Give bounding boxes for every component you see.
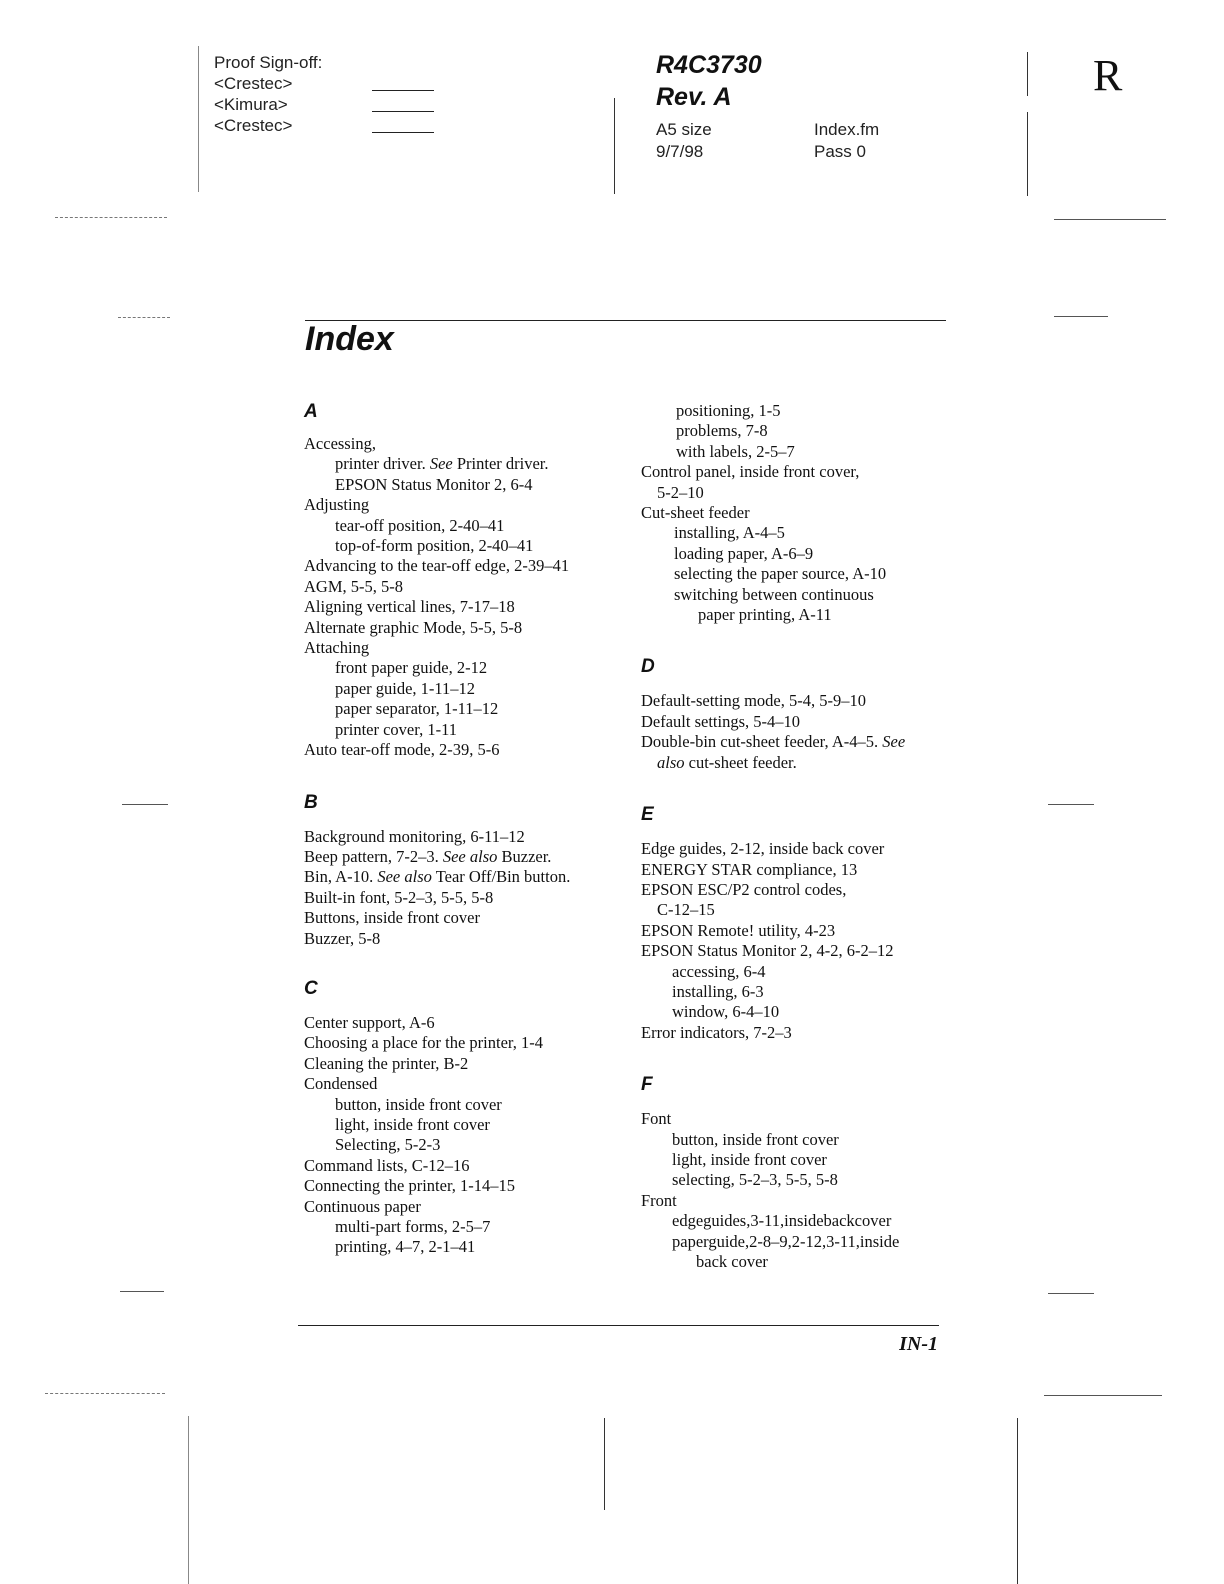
- index-entry: accessing, 6-4: [672, 961, 766, 981]
- index-entry: EPSON Status Monitor 2, 6-4: [335, 474, 533, 494]
- index-entry: Cleaning the printer, B-2: [304, 1053, 469, 1073]
- index-entry: Bin, A-10. See also Tear Off/Bin button.: [304, 867, 571, 887]
- index-entry: tear-off position, 2-40–41: [335, 515, 505, 535]
- index-entry: EPSON Status Monitor 2, 4-2, 6-2–12: [641, 941, 894, 961]
- index-entry: problems, 7-8: [676, 421, 768, 441]
- left-margin-line: [198, 46, 199, 192]
- index-entry: paper guide, 1-11–12: [335, 678, 476, 698]
- index-entry: Condensed: [304, 1074, 378, 1094]
- crop-mark: [120, 1291, 164, 1292]
- index-entry: Aligning vertical lines, 7-17–18: [304, 597, 515, 617]
- crop-mark: [1048, 804, 1094, 805]
- proof-signer: <Crestec>: [214, 116, 293, 135]
- document-pass: Pass 0: [814, 142, 866, 161]
- index-entry: printing, 4–7, 2-1–41: [335, 1237, 476, 1257]
- index-entry: Front: [641, 1190, 677, 1210]
- index-column-right: [641, 401, 961, 1272]
- index-entry: C-12–15: [657, 900, 715, 920]
- index-entry: Attaching: [304, 638, 370, 658]
- index-entry: paper separator, 1-11–12: [335, 699, 499, 719]
- signature-rule: [372, 132, 434, 133]
- index-entry: Accessing,: [304, 434, 376, 453]
- index-column-left: [304, 400, 624, 1258]
- index-entry: Connecting the printer, 1-14–15: [304, 1176, 516, 1196]
- section-letter-e: E: [641, 804, 654, 826]
- section-letter-c: C: [304, 977, 318, 999]
- index-entry: Auto tear-off mode, 2-39, 5-6: [304, 740, 500, 760]
- index-entry: installing, A-4–5: [674, 523, 785, 543]
- document-size: A5 size: [656, 120, 712, 139]
- crop-mark: [55, 217, 167, 218]
- crop-mark: [1044, 1395, 1162, 1396]
- document-code: R4C3730: [656, 51, 762, 79]
- crop-mark: [1054, 219, 1166, 220]
- bottom-margin-line: [188, 1416, 189, 1584]
- index-entry: ENERGY STAR compliance, 13: [641, 859, 858, 879]
- index-entry: Alternate graphic Mode, 5-5, 5-8: [304, 617, 523, 637]
- index-entry: Edge guides, 2-12, inside back cover: [641, 839, 885, 859]
- crop-mark: [45, 1393, 165, 1394]
- index-entry: Double-bin cut-sheet feeder, A-4–5. See: [641, 732, 906, 752]
- index-entry: printer cover, 1-11: [335, 719, 457, 739]
- index-entry: edgeguides,3-11,insidebackcover: [672, 1211, 892, 1231]
- index-entry: Selecting, 5-2-3: [335, 1135, 441, 1155]
- index-entry: Adjusting: [304, 495, 370, 515]
- index-entry: Background monitoring, 6-11–12: [304, 826, 525, 846]
- index-entry: selecting, 5-2–3, 5-5, 5-8: [672, 1170, 838, 1190]
- index-entry: front paper guide, 2-12: [335, 658, 488, 678]
- index-entry: Buzzer, 5-8: [304, 928, 381, 948]
- index-entry: Center support, A-6: [304, 1012, 435, 1032]
- right-divider-line: [1027, 52, 1028, 96]
- index-entry: Font: [641, 1109, 672, 1129]
- index-entry: Built-in font, 5-2–3, 5-5, 5-8: [304, 887, 494, 907]
- index-entry: printer driver. See Printer driver.: [335, 454, 549, 474]
- index-entry: light, inside front cover: [335, 1114, 490, 1134]
- bottom-center-line: [604, 1418, 605, 1510]
- index-entry: Buttons, inside front cover: [304, 908, 480, 928]
- signature-rule: [372, 111, 434, 112]
- document-revision: Rev. A: [656, 83, 732, 111]
- index-entry: Continuous paper: [304, 1196, 421, 1216]
- index-entry: paper printing, A-11: [698, 605, 832, 625]
- bottom-margin-line: [1017, 1418, 1018, 1584]
- right-divider-line: [1027, 112, 1028, 196]
- index-entry: AGM, 5-5, 5-8: [304, 576, 403, 596]
- index-entry: top-of-form position, 2-40–41: [335, 536, 534, 556]
- index-entry: selecting the paper source, A-10: [674, 564, 887, 584]
- crop-mark: [122, 804, 168, 805]
- index-entry: button, inside front cover: [672, 1129, 839, 1149]
- title-rule: [305, 320, 946, 321]
- revision-mark: R: [1093, 51, 1123, 100]
- signature-rule: [372, 90, 434, 91]
- index-entry: with labels, 2-5–7: [676, 441, 795, 461]
- crop-mark: [1054, 316, 1108, 317]
- footer-rule: [298, 1325, 939, 1326]
- section-letter-b: B: [304, 791, 318, 813]
- page-number: IN-1: [899, 1333, 938, 1355]
- index-entry: Control panel, inside front cover,: [641, 462, 860, 482]
- index-entry: Default settings, 5-4–10: [641, 711, 801, 731]
- index-entry: paperguide,2-8–9,2-12,3-11,inside: [672, 1231, 900, 1251]
- index-entry: Command lists, C-12–16: [304, 1155, 470, 1175]
- index-entry: Error indicators, 7-2–3: [641, 1022, 792, 1042]
- index-entry: loading paper, A-6–9: [674, 543, 814, 563]
- index-entry: Cut-sheet feeder: [641, 503, 750, 523]
- proof-signer: <Crestec>: [214, 74, 293, 93]
- index-entry: Choosing a place for the printer, 1-4: [304, 1033, 543, 1053]
- index-entry: back cover: [696, 1252, 768, 1271]
- index-entry: window, 6-4–10: [672, 1002, 780, 1022]
- index-entry: button, inside front cover: [335, 1094, 502, 1114]
- crop-mark: [118, 317, 170, 318]
- index-entry: light, inside front cover: [672, 1149, 827, 1169]
- proof-signoff-label: Proof Sign-off:: [214, 53, 323, 72]
- document-file: Index.fm: [814, 120, 880, 139]
- index-entry: Beep pattern, 7-2–3. See also Buzzer.: [304, 846, 552, 866]
- crop-mark: [1048, 1293, 1094, 1294]
- section-letter-d: D: [641, 656, 655, 678]
- section-letter-f: F: [641, 1074, 653, 1096]
- index-entry: Default-setting mode, 5-4, 5-9–10: [641, 691, 866, 711]
- page-title: Index: [305, 320, 394, 358]
- index-entry: switching between continuous: [674, 584, 874, 604]
- proof-signer: <Kimura>: [214, 95, 288, 114]
- index-entry: EPSON ESC/P2 control codes,: [641, 879, 847, 899]
- index-entry: also cut-sheet feeder.: [657, 752, 797, 772]
- index-entry: Advancing to the tear-off edge, 2-39–41: [304, 556, 570, 576]
- center-divider-line: [614, 98, 615, 194]
- section-letter-a: A: [304, 401, 318, 422]
- index-entry: 5-2–10: [657, 482, 704, 502]
- document-date: 9/7/98: [656, 142, 704, 161]
- index-entry: EPSON Remote! utility, 4-23: [641, 920, 836, 940]
- index-entry: installing, 6-3: [672, 981, 764, 1001]
- index-entry: positioning, 1-5: [676, 401, 781, 420]
- index-entry: multi-part forms, 2-5–7: [335, 1217, 491, 1236]
